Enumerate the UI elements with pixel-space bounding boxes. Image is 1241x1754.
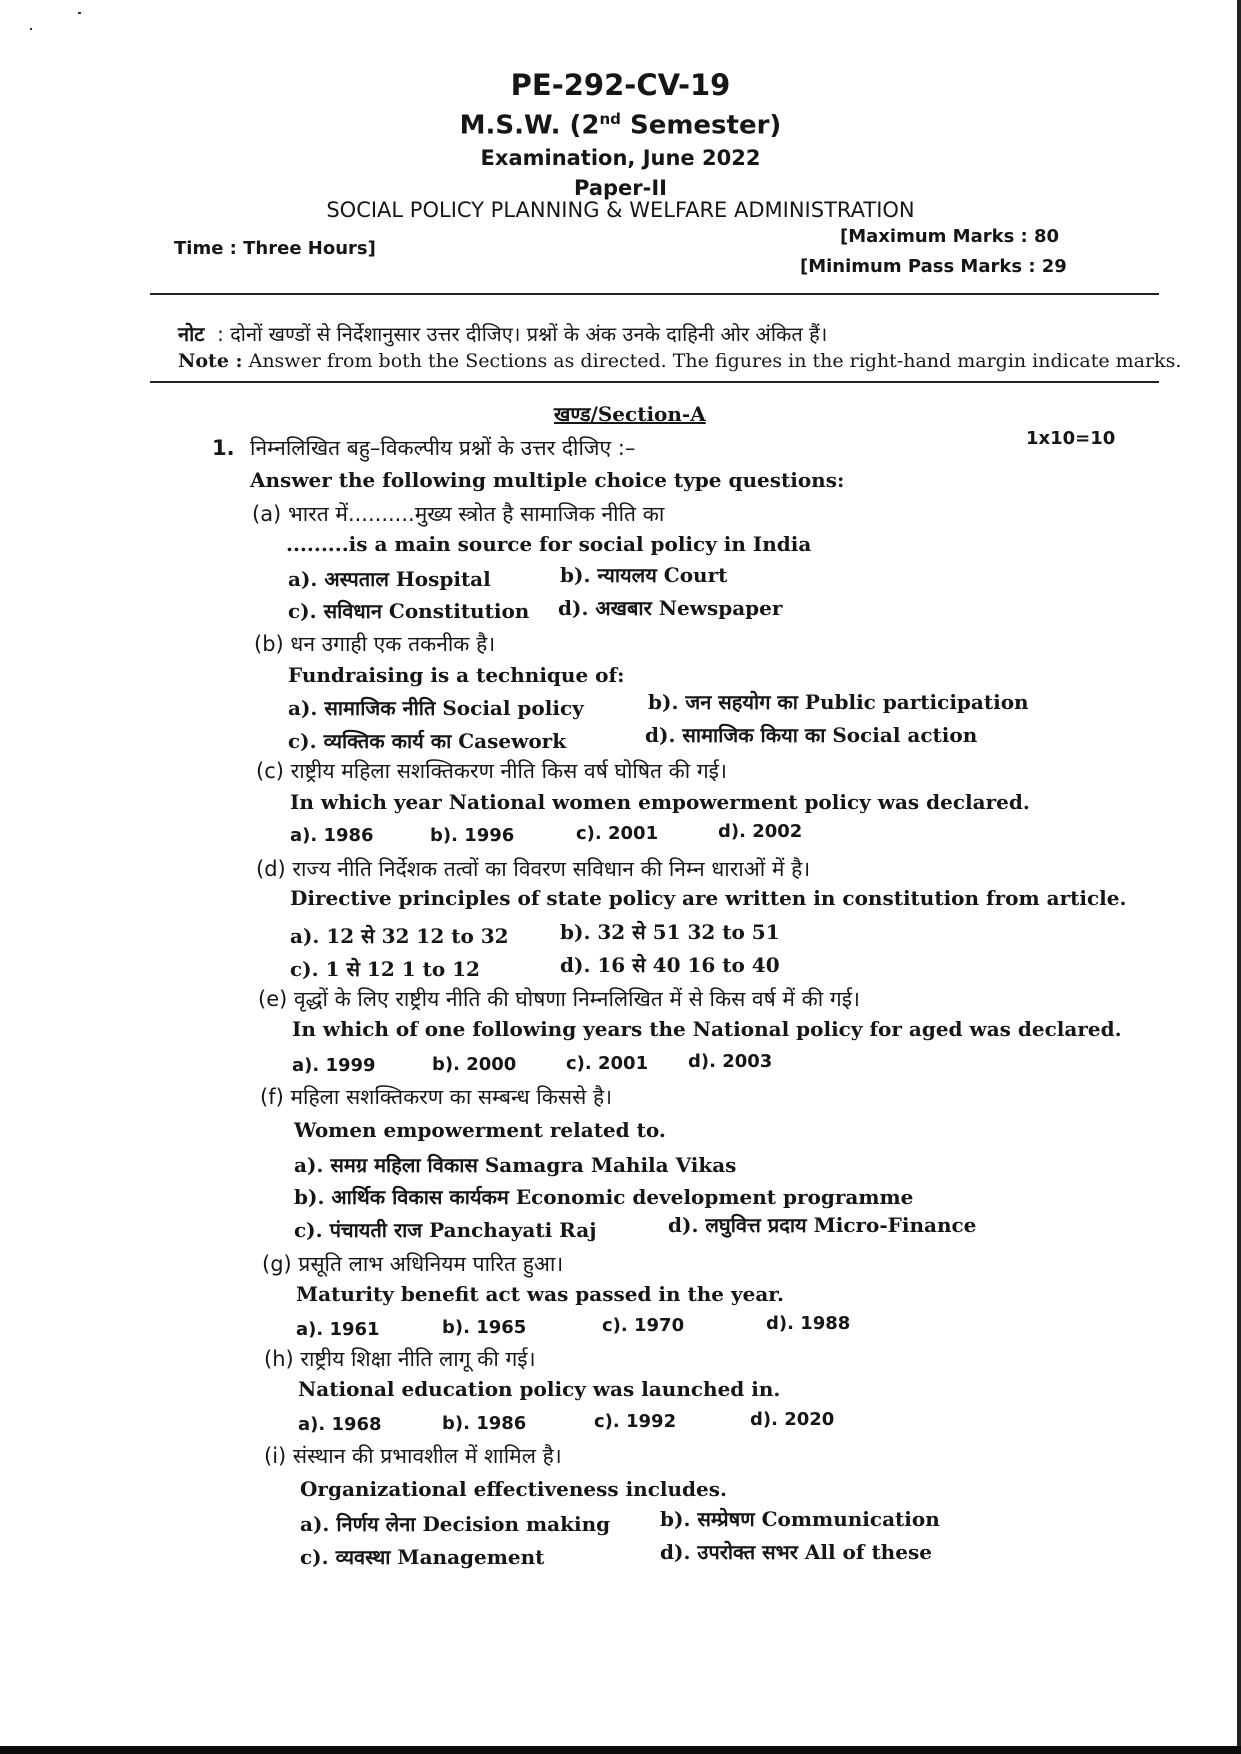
part-a-option-b: b). न्यायलय Court xyxy=(560,563,728,587)
bottom-divider xyxy=(150,381,1159,383)
part-c-hindi: (c) राष्ट्रीय महिला सशक्तिकरण नीति किस वर्ष घोषित की गई। xyxy=(256,759,727,783)
part-f-option-a: a). समग्र महिला विकास Samagra Mahila Vikas xyxy=(294,1153,737,1177)
part-d-option-c: c). 1 से 12 1 to 12 xyxy=(290,957,480,981)
part-c-english: In which year National women empowerment policy was declared. xyxy=(290,790,1030,814)
question-number: 1. xyxy=(212,436,235,460)
part-i-option-d: d). उपरोक्त सभर All of these xyxy=(660,1540,932,1564)
part-f-hindi: (f) महिला सशक्तिकरण का सम्बन्ध किससे है। xyxy=(260,1085,613,1109)
course-title: M.S.W. (2nd Semester) xyxy=(459,110,782,141)
part-a-option-d: d). अखबार Newspaper xyxy=(558,596,783,620)
time-allowed: Time : Three Hours] xyxy=(174,238,376,259)
question-english: Answer the following multiple choice type questions: xyxy=(250,468,845,492)
part-f-option-d: d). लघुवित्त प्रदाय Micro-Finance xyxy=(668,1213,977,1237)
part-d-english: Directive principles of state policy are written in constitution from article. xyxy=(290,886,1127,910)
part-f-option-b: b). आर्थिक विकास कार्यकम Economic development programme xyxy=(294,1185,914,1209)
part-b-english: Fundraising is a technique of: xyxy=(288,663,625,687)
subject-title: SOCIAL POLICY PLANNING & WELFARE ADMINISTRATION xyxy=(326,198,915,222)
part-c-option-d: d). 2002 xyxy=(718,821,803,842)
part-d-option-a: a). 12 से 32 12 to 32 xyxy=(290,924,509,948)
top-divider xyxy=(150,293,1159,295)
part-e-option-a: a). 1999 xyxy=(292,1055,376,1076)
part-i-hindi: (i) संस्थान की प्रभावशील में शामिल है। xyxy=(264,1444,562,1468)
paper-code: PE-292-CV-19 xyxy=(510,68,731,102)
part-b-option-c: c). व्यक्तिक कार्य का Casework xyxy=(288,729,567,753)
note-hindi: नोट : दोनों खण्डों से निर्देशानुसार उत्तर दीजिए। प्रश्नों के अंक उनके दाहिनी ओर अंकित हैं। xyxy=(178,322,828,346)
part-f-english: Women empowerment related to. xyxy=(294,1118,666,1142)
part-b-option-a: a). सामाजिक नीति Social policy xyxy=(288,696,584,720)
note-english: Note : Answer from both the Sections as directed. The figures in the right-hand margin indicate marks. xyxy=(178,350,1182,372)
part-h-english: National education policy was launched in. xyxy=(298,1377,781,1401)
part-a-hindi: (a) भारत में..........मुख्य स्त्रोत है सामाजिक नीति का xyxy=(252,502,665,526)
part-b-option-b: b). जन सहयोग का Public participation xyxy=(648,690,1029,714)
scan-speck xyxy=(30,28,32,30)
part-i-option-a: a). निर्णय लेना Decision making xyxy=(300,1512,611,1536)
exam-session: Examination, June 2022 xyxy=(480,146,761,170)
part-d-option-b: b). 32 से 51 32 to 51 xyxy=(560,920,780,944)
section-title: खण्ड/Section-A xyxy=(554,402,706,426)
part-h-option-d: d). 2020 xyxy=(750,1409,835,1430)
part-c-option-b: b). 1996 xyxy=(430,825,515,846)
part-f-option-c: c). पंचायती राज Panchayati Raj xyxy=(294,1218,597,1242)
part-c-option-a: a). 1986 xyxy=(290,825,374,846)
part-a-option-c: c). सविधान Constitution xyxy=(288,599,530,623)
question-marks: 1x10=10 xyxy=(1026,428,1116,449)
part-g-option-b: b). 1965 xyxy=(442,1317,527,1338)
part-d-hindi: (d) राज्य नीति निर्देशक तत्वों का विवरण सविधान की निम्न धाराओं में है। xyxy=(256,857,811,881)
part-i-english: Organizational effectiveness includes. xyxy=(300,1477,727,1501)
minimum-pass-marks: [Minimum Pass Marks : 29 xyxy=(800,256,1067,277)
part-g-english: Maturity benefit act was passed in the year. xyxy=(296,1282,784,1306)
scan-edge-right xyxy=(1237,0,1241,1754)
part-g-hindi: (g) प्रसूति लाभ अधिनियम पारित हुआ। xyxy=(262,1252,564,1276)
part-i-option-c: c). व्यवस्था Management xyxy=(300,1545,545,1569)
part-h-option-b: b). 1986 xyxy=(442,1413,527,1434)
part-d-option-d: d). 16 से 40 16 to 40 xyxy=(560,953,780,977)
part-a-english: .........is a main source for social policy in India xyxy=(286,532,812,556)
part-e-option-d: d). 2003 xyxy=(688,1051,773,1072)
part-i-option-b: b). सम्प्रेषण Communication xyxy=(660,1507,940,1531)
part-b-hindi: (b) धन उगाही एक तकनीक है। xyxy=(254,632,496,656)
part-e-option-b: b). 2000 xyxy=(432,1054,517,1075)
scan-edge-bottom xyxy=(0,1746,1241,1754)
part-g-option-a: a). 1961 xyxy=(296,1319,380,1340)
part-g-option-d: d). 1988 xyxy=(766,1313,851,1334)
scan-speck xyxy=(78,12,81,14)
part-e-option-c: c). 2001 xyxy=(566,1053,649,1074)
part-a-option-a: a). अस्पताल Hospital xyxy=(288,567,491,591)
paper-number: Paper-II xyxy=(574,176,667,200)
part-b-option-d: d). सामाजिक किया का Social action xyxy=(645,723,978,747)
part-h-option-a: a). 1968 xyxy=(298,1414,382,1435)
part-e-english: In which of one following years the National policy for aged was declared. xyxy=(292,1017,1122,1041)
part-h-hindi: (h) राष्ट्रीय शिक्षा नीति लागू की गई। xyxy=(264,1347,536,1371)
part-e-hindi: (e) वृद्धों के लिए राष्ट्रीय नीति की घोषणा निम्नलिखित में से किस वर्ष में की गई। xyxy=(258,987,860,1011)
question-hindi: निम्नलिखित बहु–विकल्पीय प्रश्नों के उत्तर दीजिए :– xyxy=(250,436,636,460)
part-g-option-c: c). 1970 xyxy=(602,1315,685,1336)
maximum-marks: [Maximum Marks : 80 xyxy=(840,226,1060,247)
part-h-option-c: c). 1992 xyxy=(594,1411,677,1432)
part-c-option-c: c). 2001 xyxy=(576,823,659,844)
